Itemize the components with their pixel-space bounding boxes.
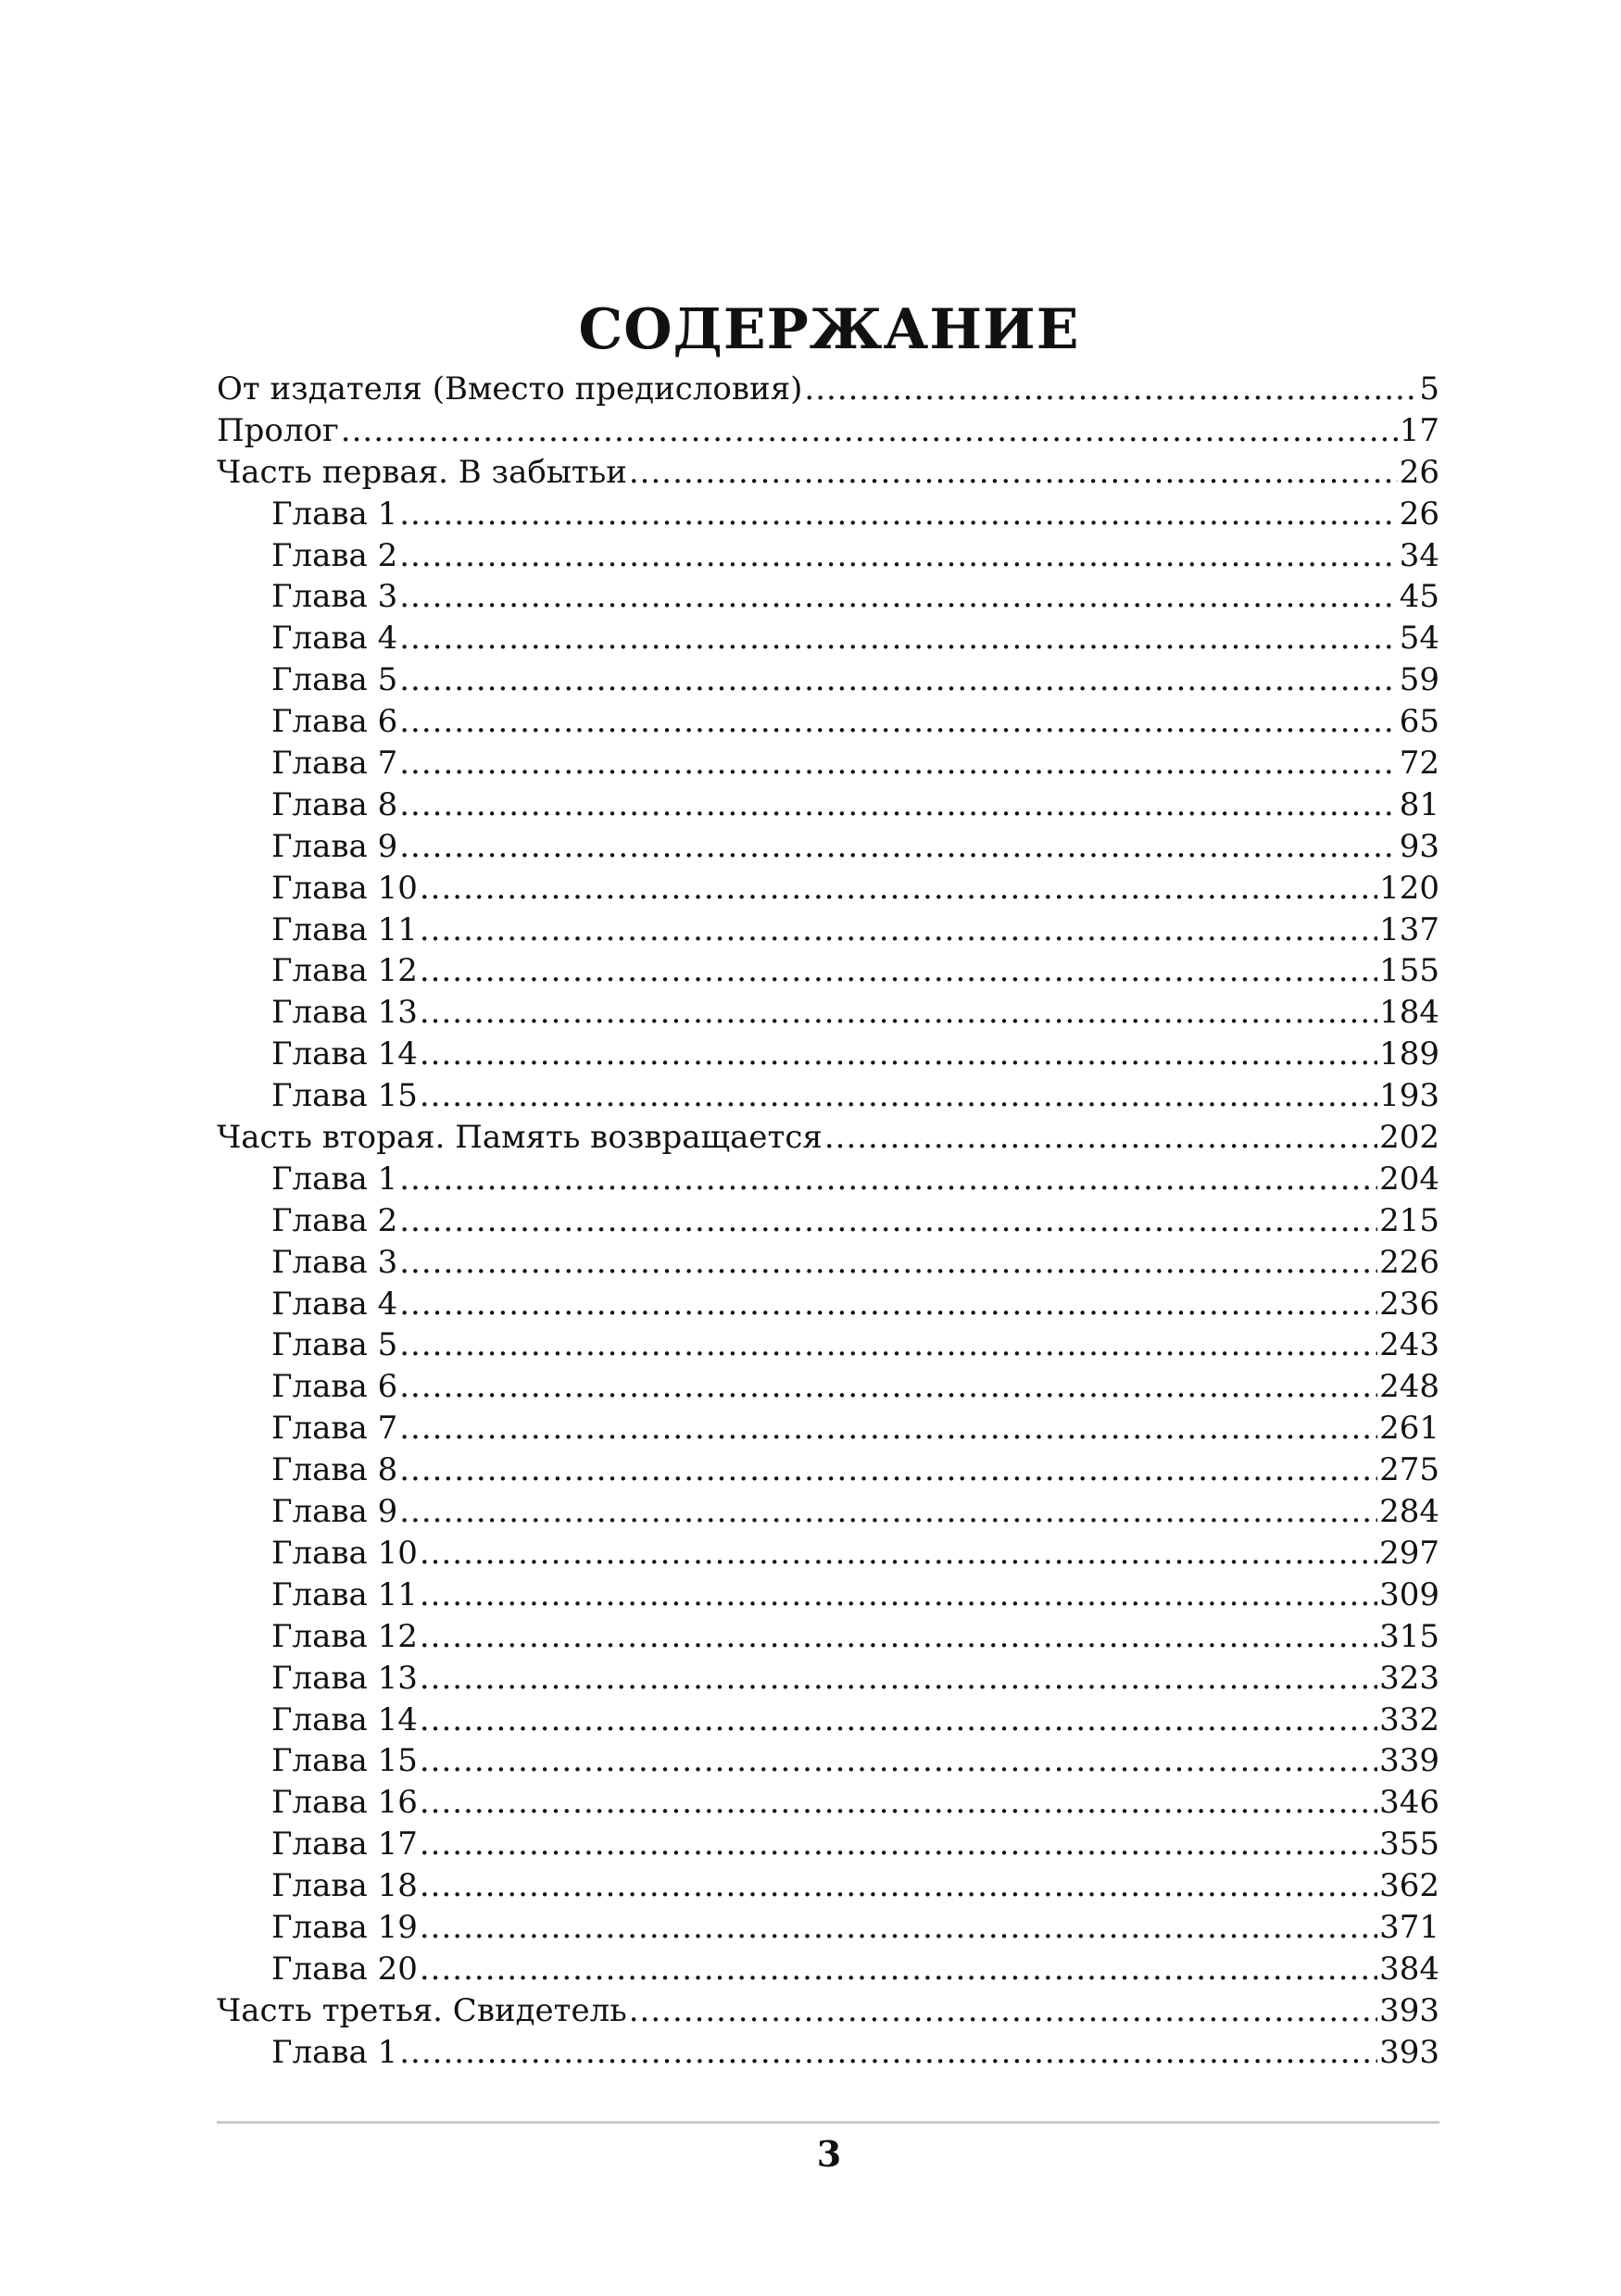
toc-dot-leader xyxy=(420,1533,1377,1575)
toc-chapter-entry[interactable] xyxy=(217,1242,1439,1284)
toc-dot-leader xyxy=(420,1700,1377,1741)
toc-entry-page: 315 xyxy=(1379,1617,1439,1655)
toc-dot-leader xyxy=(399,618,1398,659)
toc-dot-leader xyxy=(399,1408,1377,1449)
toc-chapter-entry[interactable] xyxy=(217,1075,1439,1117)
toc-dot-leader xyxy=(420,1034,1377,1075)
toc-entry-label: Глава 3 xyxy=(271,1243,398,1281)
toc-entry-page: 45 xyxy=(1399,578,1439,616)
toc-entry-page: 34 xyxy=(1399,536,1439,574)
toc-entry-label: Глава 1 xyxy=(271,1160,398,1198)
toc-entry-label: Глава 7 xyxy=(271,1410,398,1448)
page-number: 3 xyxy=(816,2133,842,2175)
toc-dot-leader xyxy=(629,452,1398,494)
toc-entry-page: 309 xyxy=(1379,1575,1439,1613)
toc-chapter-entry[interactable] xyxy=(217,1700,1439,1741)
toc-entry-page: 297 xyxy=(1379,1534,1439,1572)
toc-chapter-entry[interactable] xyxy=(217,1616,1439,1658)
toc-chapter-entry[interactable] xyxy=(217,1491,1439,1533)
toc-chapter-entry[interactable] xyxy=(217,2032,1439,2074)
toc-entry-page: 26 xyxy=(1399,453,1439,491)
toc-chapter-entry[interactable] xyxy=(217,1284,1439,1325)
toc-chapter-entry[interactable] xyxy=(217,1865,1439,1907)
toc-entry-label: Часть вторая. Память возвращается xyxy=(217,1119,823,1157)
toc-chapter-entry[interactable] xyxy=(217,1200,1439,1242)
toc-entry-page: 72 xyxy=(1399,745,1439,783)
toc-entry-label: Глава 11 xyxy=(271,910,418,948)
toc-entry-label: Глава 1 xyxy=(271,495,398,533)
toc-dot-leader xyxy=(420,992,1377,1034)
toc-chapter-entry[interactable] xyxy=(217,826,1439,868)
toc-entry-page: 384 xyxy=(1379,1950,1439,1988)
toc-entry-label: Глава 1 xyxy=(271,2033,398,2071)
toc-chapter-entry[interactable] xyxy=(217,1949,1439,1990)
toc-dot-leader xyxy=(399,743,1398,784)
toc-entry-label: Глава 12 xyxy=(271,1617,418,1655)
toc-entry-page: 155 xyxy=(1379,952,1439,990)
toc-dot-leader xyxy=(399,659,1398,701)
toc-section-entry[interactable] xyxy=(217,369,1439,410)
toc-entry-page: 137 xyxy=(1379,910,1439,948)
toc-dot-leader xyxy=(420,1824,1377,1865)
toc-dot-leader xyxy=(399,2032,1377,2074)
toc-entry-page: 248 xyxy=(1379,1368,1439,1406)
toc-entry-page: 393 xyxy=(1379,1991,1439,2029)
table-of-contents xyxy=(217,369,1439,2074)
toc-chapter-entry[interactable] xyxy=(217,494,1439,535)
toc-entry-label: Глава 13 xyxy=(271,1659,418,1697)
toc-chapter-entry[interactable] xyxy=(217,1449,1439,1491)
toc-chapter-entry[interactable] xyxy=(217,1740,1439,1782)
toc-entry-page: 65 xyxy=(1399,703,1439,741)
toc-chapter-entry[interactable] xyxy=(217,701,1439,743)
toc-chapter-entry[interactable] xyxy=(217,1533,1439,1575)
toc-entry-page: 371 xyxy=(1379,1908,1439,1946)
toc-entry-label: Глава 5 xyxy=(271,1326,398,1364)
toc-chapter-entry[interactable] xyxy=(217,910,1439,951)
toc-entry-label: Глава 6 xyxy=(271,1368,398,1406)
toc-section-entry[interactable] xyxy=(217,410,1439,452)
toc-entry-label: Глава 5 xyxy=(271,661,398,699)
toc-entry-page: 5 xyxy=(1419,370,1439,408)
toc-entry-page: 59 xyxy=(1399,661,1439,699)
toc-entry-label: Глава 14 xyxy=(271,1035,418,1073)
toc-chapter-entry[interactable] xyxy=(217,1782,1439,1824)
toc-dot-leader xyxy=(399,1449,1377,1491)
toc-dot-leader xyxy=(420,950,1377,992)
toc-dot-leader xyxy=(420,1740,1377,1782)
toc-entry-page: 362 xyxy=(1379,1867,1439,1905)
toc-dot-leader xyxy=(399,1242,1377,1284)
toc-entry-label: Глава 18 xyxy=(271,1867,418,1905)
toc-entry-label: Глава 8 xyxy=(271,785,398,823)
toc-entry-page: 323 xyxy=(1379,1659,1439,1697)
toc-entry-page: 346 xyxy=(1379,1784,1439,1822)
toc-entry-label: Пролог xyxy=(217,411,339,449)
toc-entry-label: Глава 10 xyxy=(271,869,418,907)
toc-entry-page: 202 xyxy=(1379,1119,1439,1157)
toc-dot-leader xyxy=(399,1200,1377,1242)
toc-entry-label: Глава 6 xyxy=(271,703,398,741)
toc-chapter-entry[interactable] xyxy=(217,618,1439,659)
toc-chapter-entry[interactable] xyxy=(217,992,1439,1034)
toc-chapter-entry[interactable] xyxy=(217,1408,1439,1449)
toc-entry-label: Глава 11 xyxy=(271,1575,418,1613)
toc-dot-leader xyxy=(420,1949,1377,1990)
toc-chapter-entry[interactable] xyxy=(217,1034,1439,1075)
toc-entry-label: От издателя (Вместо предисловия) xyxy=(217,370,803,408)
toc-entry-page: 332 xyxy=(1379,1700,1439,1738)
toc-entry-label: Глава 13 xyxy=(271,994,418,1032)
toc-section-entry[interactable] xyxy=(217,1117,1439,1159)
toc-dot-leader xyxy=(399,576,1398,618)
toc-dot-leader xyxy=(399,1324,1377,1366)
toc-entry-label: Глава 8 xyxy=(271,1451,398,1489)
toc-entry-page: 93 xyxy=(1399,827,1439,865)
toc-dot-leader xyxy=(420,1658,1377,1700)
toc-entry-page: 261 xyxy=(1379,1410,1439,1448)
toc-chapter-entry[interactable] xyxy=(217,1907,1439,1949)
toc-entry-label: Глава 4 xyxy=(271,1285,398,1323)
toc-dot-leader xyxy=(399,826,1398,868)
toc-dot-leader xyxy=(420,1575,1377,1616)
toc-entry-label: Глава 9 xyxy=(271,1493,398,1531)
toc-entry-page: 120 xyxy=(1379,869,1439,907)
toc-entry-page: 355 xyxy=(1379,1826,1439,1863)
toc-dot-leader xyxy=(399,1491,1377,1533)
toc-entry-page: 339 xyxy=(1379,1742,1439,1780)
toc-entry-page: 393 xyxy=(1379,2033,1439,2071)
toc-entry-label: Глава 2 xyxy=(271,1201,398,1239)
toc-entry-label: Глава 19 xyxy=(271,1908,418,1946)
toc-dot-leader xyxy=(420,1075,1377,1117)
toc-section-entry[interactable] xyxy=(217,452,1439,494)
toc-entry-label: Глава 2 xyxy=(271,536,398,574)
toc-entry-page: 184 xyxy=(1379,994,1439,1032)
toc-chapter-entry[interactable] xyxy=(217,784,1439,826)
toc-chapter-entry[interactable] xyxy=(217,1575,1439,1616)
toc-dot-leader xyxy=(824,1117,1377,1159)
toc-entry-label: Глава 16 xyxy=(271,1784,418,1822)
toc-entry-label: Глава 3 xyxy=(271,578,398,616)
toc-entry-page: 226 xyxy=(1379,1243,1439,1281)
toc-chapter-entry[interactable] xyxy=(217,659,1439,701)
toc-entry-page: 189 xyxy=(1379,1035,1439,1073)
page-title: СОДЕРЖАНИЕ xyxy=(578,297,1080,363)
toc-entry-label: Глава 7 xyxy=(271,745,398,783)
toc-dot-leader xyxy=(804,369,1417,410)
toc-chapter-entry[interactable] xyxy=(217,576,1439,618)
toc-dot-leader xyxy=(420,1907,1377,1949)
toc-entry-label: Часть третья. Свидетель xyxy=(217,1991,627,2029)
toc-chapter-entry[interactable] xyxy=(217,743,1439,784)
toc-entry-page: 215 xyxy=(1379,1201,1439,1239)
toc-entry-label: Глава 20 xyxy=(271,1950,418,1988)
toc-entry-page: 275 xyxy=(1379,1451,1439,1489)
toc-dot-leader xyxy=(399,494,1398,535)
toc-dot-leader xyxy=(399,1284,1377,1325)
toc-entry-page: 26 xyxy=(1399,495,1439,533)
toc-entry-page: 193 xyxy=(1379,1077,1439,1115)
toc-dot-leader xyxy=(399,784,1398,826)
toc-dot-leader xyxy=(420,1782,1377,1824)
toc-dot-leader xyxy=(420,868,1377,910)
toc-chapter-entry[interactable] xyxy=(217,950,1439,992)
toc-dot-leader xyxy=(341,410,1398,452)
toc-entry-label: Глава 17 xyxy=(271,1826,418,1863)
footer-divider xyxy=(217,2121,1439,2124)
toc-dot-leader xyxy=(420,910,1377,951)
toc-entry-page: 54 xyxy=(1399,620,1439,658)
toc-dot-leader xyxy=(420,1865,1377,1907)
toc-chapter-entry[interactable] xyxy=(217,1824,1439,1865)
toc-entry-page: 236 xyxy=(1379,1285,1439,1323)
toc-dot-leader xyxy=(399,701,1398,743)
toc-entry-page: 204 xyxy=(1379,1160,1439,1198)
toc-entry-label: Часть первая. В забытьи xyxy=(217,453,627,491)
toc-entry-page: 81 xyxy=(1399,785,1439,823)
toc-dot-leader xyxy=(629,1990,1377,2032)
toc-chapter-entry[interactable] xyxy=(217,535,1439,577)
toc-dot-leader xyxy=(399,1159,1377,1200)
toc-chapter-entry[interactable] xyxy=(217,1658,1439,1700)
toc-entry-page: 243 xyxy=(1379,1326,1439,1364)
toc-entry-label: Глава 14 xyxy=(271,1700,418,1738)
toc-chapter-entry[interactable] xyxy=(217,1324,1439,1366)
toc-entry-page: 284 xyxy=(1379,1493,1439,1531)
toc-entry-page: 17 xyxy=(1399,411,1439,449)
toc-entry-label: Глава 9 xyxy=(271,827,398,865)
toc-dot-leader xyxy=(399,1366,1377,1408)
toc-entry-label: Глава 15 xyxy=(271,1742,418,1780)
toc-entry-label: Глава 4 xyxy=(271,620,398,658)
toc-section-entry[interactable] xyxy=(217,1990,1439,2032)
toc-chapter-entry[interactable] xyxy=(217,1159,1439,1200)
toc-dot-leader xyxy=(420,1616,1377,1658)
toc-dot-leader xyxy=(399,535,1398,577)
toc-entry-label: Глава 12 xyxy=(271,952,418,990)
toc-chapter-entry[interactable] xyxy=(217,1366,1439,1408)
toc-entry-label: Глава 15 xyxy=(271,1077,418,1115)
toc-chapter-entry[interactable] xyxy=(217,868,1439,910)
toc-entry-label: Глава 10 xyxy=(271,1534,418,1572)
